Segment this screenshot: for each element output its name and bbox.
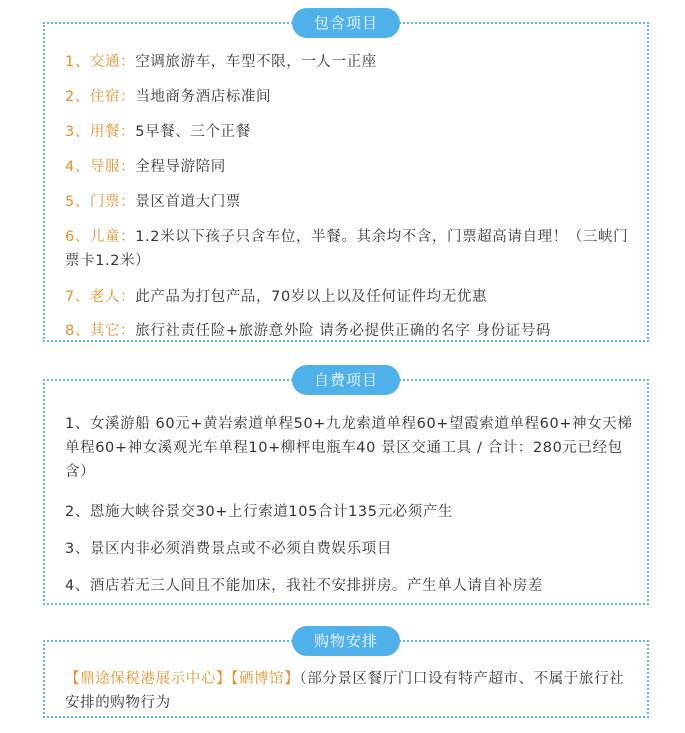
shopping-section	[43, 632, 649, 718]
included-item	[65, 120, 633, 144]
included-item-text: 景区首道大门票	[135, 194, 241, 210]
self-paid-item: 1、女溪游船 60元+黄岩索道单程50+九龙索道单程60+望霞索道单程60+神女天梯单程60+神女溪观光车单程10+柳枰电瓶车40 景区交通工具 / 合计：280元已经包含）	[65, 416, 633, 480]
included-item-text: 此产品为打包产品，70岁以上以及任何证件均无优惠	[135, 289, 488, 305]
included-item	[65, 155, 633, 179]
included-item-label: 6、儿童：	[65, 229, 136, 245]
included-item-label: 8、其它：	[65, 323, 136, 339]
included-item-text: 1.2米以下孩子只含车位，半餐。其余均不含，门票超高请自理！（三峡门票卡1.2米）	[65, 229, 629, 269]
included-item-text: 当地商务酒店标准间	[135, 89, 272, 105]
included-item	[65, 85, 633, 109]
included-item-label: 3、用餐：	[65, 124, 136, 140]
included-item	[65, 190, 633, 214]
included-item-label: 4、导服：	[65, 159, 136, 175]
included-item-label: 7、老人：	[65, 289, 136, 305]
included-item	[65, 225, 633, 273]
self-paid-item: 2、恩施大峡谷景交30+上行索道105合计135元必须产生	[65, 504, 454, 520]
included-section	[43, 14, 649, 342]
self-paid-title-badge: 自费项目	[292, 365, 400, 395]
included-title-badge: 包含项目	[292, 8, 400, 38]
included-item-text: 全程导游陪同	[135, 159, 226, 175]
included-item	[65, 319, 633, 343]
shopping-title-badge: 购物安排	[292, 626, 400, 656]
shopping-text	[65, 667, 633, 715]
self-paid-item: 3、景区内非必须消费景点或不必须自费娱乐项目	[65, 541, 392, 557]
included-item-text: 旅行社责任险+旅游意外险 请务必提供正确的名字 身份证号码	[135, 323, 551, 339]
included-item	[65, 50, 633, 74]
included-item-text: 空调旅游车，车型不限，一人一正座	[135, 54, 377, 70]
self-paid-item: 4、酒店若无三人间且不能加床，我社不安排拼房。产生单人请自补房差	[65, 578, 543, 594]
shopping-description: （部分景区餐厅门口设有特产超市、不属于旅行社安排的购物行为	[65, 671, 625, 711]
shopping-highlight: 【鼎途保税港展示中心】【硒博馆】	[65, 671, 300, 687]
self-paid-section	[43, 371, 649, 605]
included-item-label: 5、门票：	[65, 194, 136, 210]
included-item	[65, 285, 633, 309]
included-item-label: 1、交通：	[65, 54, 136, 70]
included-item-text: 5早餐、三个正餐	[135, 124, 251, 140]
included-item-label: 2、住宿：	[65, 89, 136, 105]
